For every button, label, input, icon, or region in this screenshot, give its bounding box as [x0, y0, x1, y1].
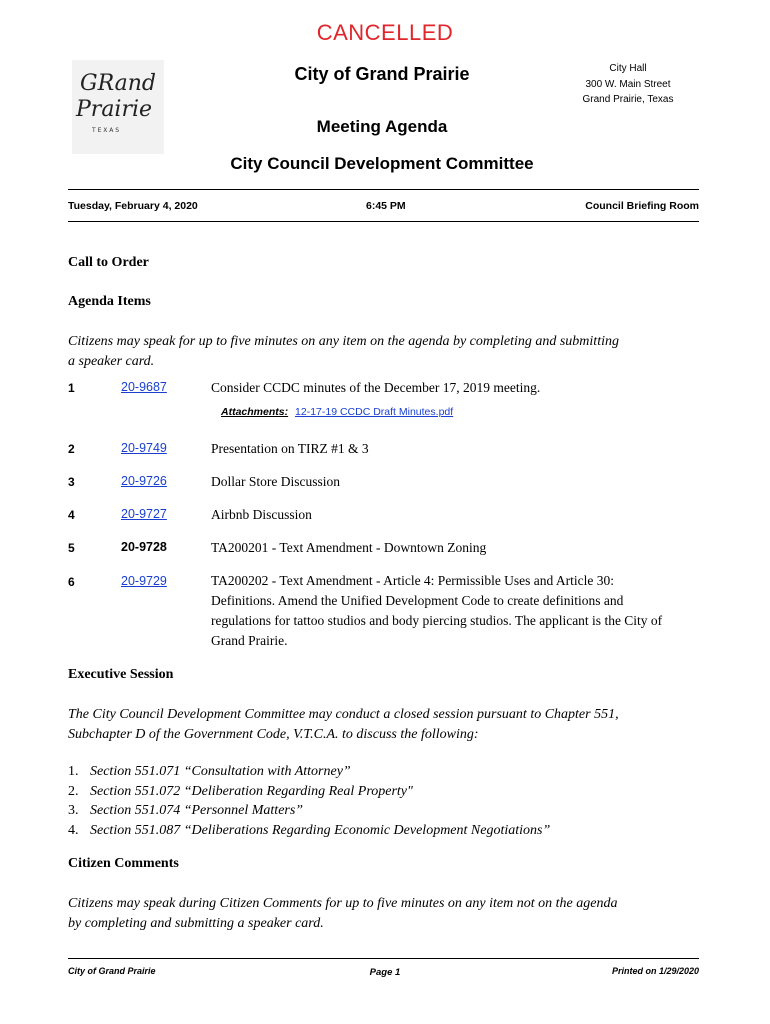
logo-state: T E X A S — [92, 127, 120, 134]
item-number: 5 — [68, 541, 75, 555]
footer-left: City of Grand Prairie — [68, 966, 156, 976]
executive-session-heading: Executive Session — [68, 667, 174, 682]
agenda-items-heading: Agenda Items — [68, 294, 151, 309]
address-line-2: 300 W. Main Street — [585, 78, 671, 90]
item-link[interactable]: 20-9749 — [121, 441, 167, 455]
executive-list-item — [68, 782, 550, 802]
footer-printed-date: Printed on 1/29/2020 — [611, 966, 699, 976]
list-text: Section 551.074 “Personnel Matters” — [90, 803, 304, 818]
citizen-note: Citizens may speak during Citizen Comments for up to five minutes on any item not on the agenda by completing and submitting a speaker card. — [68, 896, 618, 931]
list-text: Section 551.071 “Consultation with Attorney” — [90, 764, 351, 779]
page-number: Page 1 — [369, 967, 401, 978]
header-rule-bottom — [68, 221, 699, 222]
list-number: 4. — [68, 822, 79, 838]
meeting-time: 6:45 PM — [366, 200, 406, 212]
logo-text-line2: Prairie — [76, 97, 153, 122]
address-line-3: Grand Prairie, Texas — [582, 94, 674, 105]
address-line-1: City Hall — [609, 63, 647, 74]
meeting-agenda-title: Meeting Agenda — [316, 117, 448, 136]
meeting-room: Council Briefing Room — [585, 200, 699, 212]
footer-rule — [68, 958, 699, 959]
call-to-order-heading: Call to Order — [68, 255, 149, 270]
list-number: 2. — [68, 783, 79, 799]
attachments-label: Attachments: — [221, 406, 289, 418]
city-logo — [72, 60, 164, 154]
list-text: Section 551.087 “Deliberations Regarding Economic Development Negotiations” — [90, 822, 551, 838]
executive-list-item — [68, 821, 550, 841]
item-link[interactable]: 20-9727 — [121, 507, 167, 521]
list-number: 1. — [68, 764, 79, 779]
item-description: Presentation on TIRZ #1 & 3 — [211, 441, 369, 456]
city-title: City of Grand Prairie — [294, 64, 470, 84]
list-number: 3. — [68, 803, 79, 818]
list-text: Section 551.072 “Deliberation Regarding Real Property" — [90, 783, 413, 799]
item-number: 1 — [68, 381, 75, 395]
executive-list-item — [68, 801, 550, 821]
attachments-row — [221, 406, 453, 418]
executive-list — [68, 762, 550, 840]
cancelled-banner: CANCELLED — [316, 20, 454, 45]
meeting-meta-row — [68, 200, 699, 216]
item-link[interactable]: 20-9729 — [121, 574, 167, 588]
item-link[interactable]: 20-9687 — [121, 380, 167, 394]
item-number: 6 — [68, 575, 75, 589]
executive-list-item — [68, 762, 550, 782]
item-description: Consider CCDC minutes of the December 17, 2019 meeting. — [211, 380, 541, 395]
logo-text-line1: GRand — [80, 71, 157, 96]
item-description: TA200201 - Text Amendment - Downtown Zoning — [211, 540, 487, 555]
item-link[interactable]: 20-9726 — [121, 474, 167, 488]
citizen-comments-heading: Citizen Comments — [68, 856, 179, 871]
item-description: Airbnb Discussion — [211, 507, 312, 522]
item-description: TA200202 - Text Amendment - Article 4: Permissible Uses and Article 30: Definitions. Amend the Unified Development Code to create definitions and regulations for tattoo studios and body piercing studios. The applicant is the City of Grand Prairie. — [211, 573, 663, 648]
item-number: 2 — [68, 442, 75, 456]
meeting-date: Tuesday, February 4, 2020 — [68, 200, 198, 212]
executive-note: The City Council Development Committee may conduct a closed session pursuant to Chapter 551, Subchapter D of the Government Code, V.T.C.A. to discuss the following: — [68, 707, 619, 742]
item-description: Dollar Store Discussion — [211, 474, 340, 489]
committee-title: City Council Development Committee — [230, 154, 534, 173]
address-block — [560, 61, 696, 108]
agenda-note: Citizens may speak for up to five minutes on any item on the agenda by completing and submitting a speaker card. — [68, 334, 619, 369]
item-number: 3 — [68, 475, 75, 489]
item-id: 20-9728 — [121, 540, 167, 554]
header-rule-top — [68, 189, 699, 190]
item-number: 4 — [68, 508, 75, 522]
attachment-link[interactable]: 12-17-19 CCDC Draft Minutes.pdf — [295, 406, 454, 418]
